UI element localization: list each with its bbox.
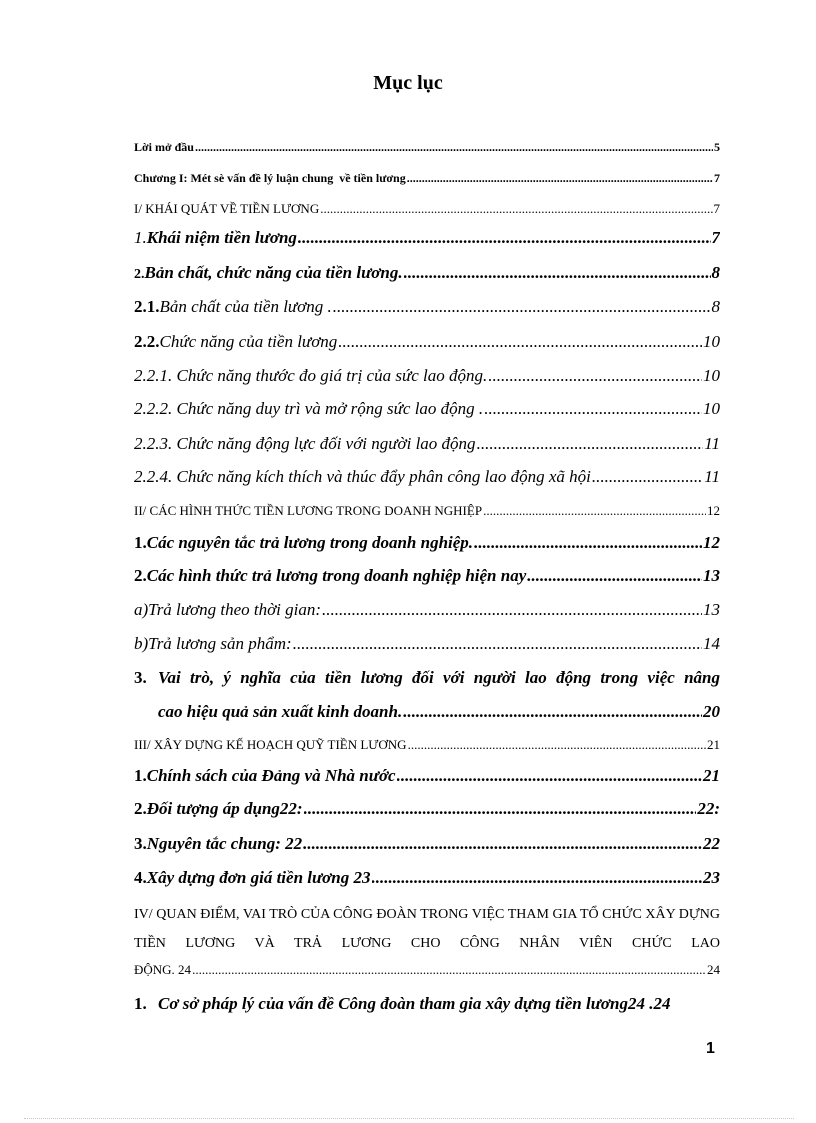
toc-entry-text: Vai trò, ý nghĩa của tiền lương đối với người lao động trong việc nâng — [158, 668, 720, 687]
toc-entry-text: Nguyên tắc chung: 22 — [146, 834, 303, 853]
toc-entry-text: cao hiệu quả sản xuất kinh doanh. — [158, 702, 403, 721]
toc-entry-number: 1. — [134, 994, 147, 1013]
dot-leader — [397, 766, 702, 786]
toc-entry[interactable] — [134, 366, 720, 386]
toc-entry-page: 5 — [714, 140, 720, 154]
toc-entry-number: 3. — [134, 668, 147, 687]
toc-entry[interactable] — [134, 766, 720, 786]
dot-leader — [333, 297, 711, 317]
toc-entry-text: Khái niệm tiền lương — [146, 228, 297, 247]
toc-entry-page: 21 — [707, 737, 720, 752]
toc-entry-page: 11 — [704, 434, 720, 453]
dot-leader — [477, 434, 704, 454]
toc-entry-number: 3. — [134, 834, 147, 853]
toc-entry-page: 8 — [711, 263, 720, 282]
toc-entry-page: 13 — [703, 566, 720, 585]
dot-leader — [322, 600, 702, 620]
page-border-divider — [24, 1118, 794, 1120]
toc-entry[interactable] — [134, 900, 720, 958]
toc-entry-number: a) — [134, 600, 149, 619]
toc-entry-text: I/ KHÁI QUÁT VỀ TIỀN LƯƠNG — [134, 201, 320, 216]
toc-entry[interactable] — [134, 737, 720, 753]
toc-entry-page: 7 — [714, 171, 720, 185]
toc-entry-text: Các hình thức trả lương trong doanh nghiệp hiện nay — [146, 566, 527, 585]
dot-leader — [338, 332, 702, 352]
dot-leader — [303, 834, 702, 854]
toc-entry-number: b) — [134, 634, 149, 653]
toc-entry-page: 24 — [653, 994, 671, 1013]
toc-entry[interactable] — [134, 399, 720, 419]
dot-leader — [408, 737, 706, 753]
toc-entry-text: Đối tượng áp dụng22: — [146, 799, 303, 818]
toc-entry-number: 1. — [134, 766, 147, 785]
dot-leader — [298, 228, 711, 248]
toc-entry-continuation[interactable] — [158, 702, 720, 722]
toc-entry[interactable] — [134, 201, 720, 217]
dot-leader — [483, 503, 706, 519]
dot-leader — [192, 962, 706, 978]
dot-leader — [484, 399, 702, 419]
toc-entry-text: Xây dựng đơn giá tiền lương 23 — [146, 868, 371, 887]
toc-entry[interactable] — [134, 600, 720, 620]
toc-entry-page: 12 — [707, 503, 720, 518]
toc-entry[interactable] — [134, 434, 720, 454]
page-number: 1 — [706, 1040, 715, 1057]
toc-entry-text: 2.2.2. Chức năng duy trì và mở rộng sức lao động . — [134, 399, 484, 418]
toc-entry[interactable] — [134, 868, 720, 888]
toc-entry-page: 10 — [703, 366, 720, 385]
toc-entry-number: 2. — [134, 267, 145, 282]
toc-entry-text: Bản chất, chức năng của tiền lương. — [144, 263, 403, 282]
toc-entry-number: 2. — [134, 566, 147, 585]
toc-entry[interactable] — [134, 566, 720, 586]
dot-leader — [527, 566, 702, 586]
toc-entry-text: ĐỘNG. 24 — [134, 962, 192, 977]
dot-leader — [293, 634, 702, 654]
toc-entry[interactable] — [134, 799, 720, 819]
toc-entry[interactable] — [134, 332, 720, 352]
toc-entry[interactable] — [134, 263, 720, 283]
toc-entry-text: Trả lương sản phẩm: — [148, 634, 292, 653]
dot-leader — [320, 201, 712, 217]
toc-entry-page: 23 — [703, 868, 720, 887]
toc-entry[interactable] — [134, 228, 720, 248]
toc-entry-page: 12 — [703, 533, 720, 552]
toc-entry-page: 10 — [703, 399, 720, 418]
toc-entry-page: 24 — [707, 962, 720, 977]
toc-entry[interactable] — [134, 140, 720, 155]
dot-leader — [403, 702, 702, 722]
toc-entry-text: Cơ sở pháp lý của vấn đề Công đoàn tham gia xây dựng tiền lương24 . — [158, 994, 654, 1013]
toc-entry-text: Các nguyên tắc trả lương trong doanh nghiệp. — [146, 533, 474, 552]
toc-entry-page: 10 — [703, 332, 720, 351]
toc-entry[interactable] — [134, 297, 720, 317]
toc-entry[interactable] — [134, 503, 720, 519]
toc-entry-number: 2.2. — [134, 332, 160, 351]
toc-entry-number: 4. — [134, 868, 147, 887]
toc-entry-number: 1. — [134, 228, 147, 247]
toc-entry-text: IV/ QUAN ĐIỂM, VAI TRÒ CỦA CÔNG ĐOÀN TRONG VIỆC THAM GIA TỔ CHỨC XÂY DỰNG TIỀN LƯƠNG VÀ TRẢ LƯƠNG CHO CÔNG NHÂN VIÊN CHỨC LAO — [134, 907, 720, 951]
toc-entry[interactable] — [134, 467, 720, 487]
toc-entry[interactable] — [134, 634, 720, 654]
toc-entry-text: Chính sách của Đảng và Nhà nước — [146, 766, 396, 785]
dot-leader — [304, 799, 697, 819]
dot-leader — [407, 171, 713, 186]
toc-entry-page: 22: — [697, 799, 720, 818]
toc-entry-number: 2.1. — [134, 297, 160, 316]
page-title: Mục lục — [373, 72, 443, 94]
toc-entry-text: II/ CÁC HÌNH THỨC TIỀN LƯƠNG TRONG DOANH NGHIỆP — [134, 503, 483, 518]
toc-entry[interactable] — [134, 533, 720, 553]
dot-leader — [195, 140, 713, 155]
toc-entry-page: 14 — [703, 634, 720, 653]
toc-entry-continuation[interactable] — [134, 962, 720, 978]
toc-entry-page: 8 — [711, 297, 720, 316]
toc-entry[interactable] — [134, 994, 720, 1014]
toc-entry-text: 2.2.1. Chức năng thước đo giá trị của sức lao động. — [134, 366, 488, 385]
toc-entry-text: III/ XÂY DỰNG KẾ HOẠCH QUỸ TIỀN LƯƠNG — [134, 737, 407, 752]
toc-entry[interactable] — [134, 171, 720, 186]
toc-entry-page: 13 — [703, 600, 720, 619]
toc-entry-text: 2.2.4. Chức năng kích thích và thúc đẩy phân công lao động xã hội — [134, 467, 591, 486]
toc-entry-page: 7 — [713, 201, 720, 216]
toc-entry-page: 11 — [704, 467, 720, 486]
toc-entry-number: 2. — [134, 799, 147, 818]
toc-entry-text: Chức năng của tiền lương — [159, 332, 338, 351]
dot-leader — [488, 366, 702, 386]
toc-entry[interactable] — [134, 834, 720, 854]
toc-entry-page: 21 — [703, 766, 720, 785]
toc-entry-text: Bản chất của tiền lương . — [159, 297, 332, 316]
toc-entry-number: 1. — [134, 533, 147, 552]
toc-entry-page: 22 — [703, 834, 720, 853]
dot-leader — [592, 467, 703, 487]
dot-leader — [404, 263, 711, 283]
toc-entry-page: 7 — [711, 228, 720, 247]
toc-entry-text: Chương I: Mét sè vấn đề lý luận chung về tiền lương — [134, 171, 406, 185]
dot-leader — [372, 868, 702, 888]
toc-entry-text: Trả lương theo thời gian: — [148, 600, 322, 619]
toc-entry-page: 20 — [703, 702, 720, 721]
toc-entry-text: Lời mở đầu — [134, 140, 194, 154]
dot-leader — [474, 533, 702, 553]
toc-entry-text: 2.2.3. Chức năng động lực đối với người lao động — [134, 434, 476, 453]
toc-entry[interactable] — [134, 668, 720, 688]
